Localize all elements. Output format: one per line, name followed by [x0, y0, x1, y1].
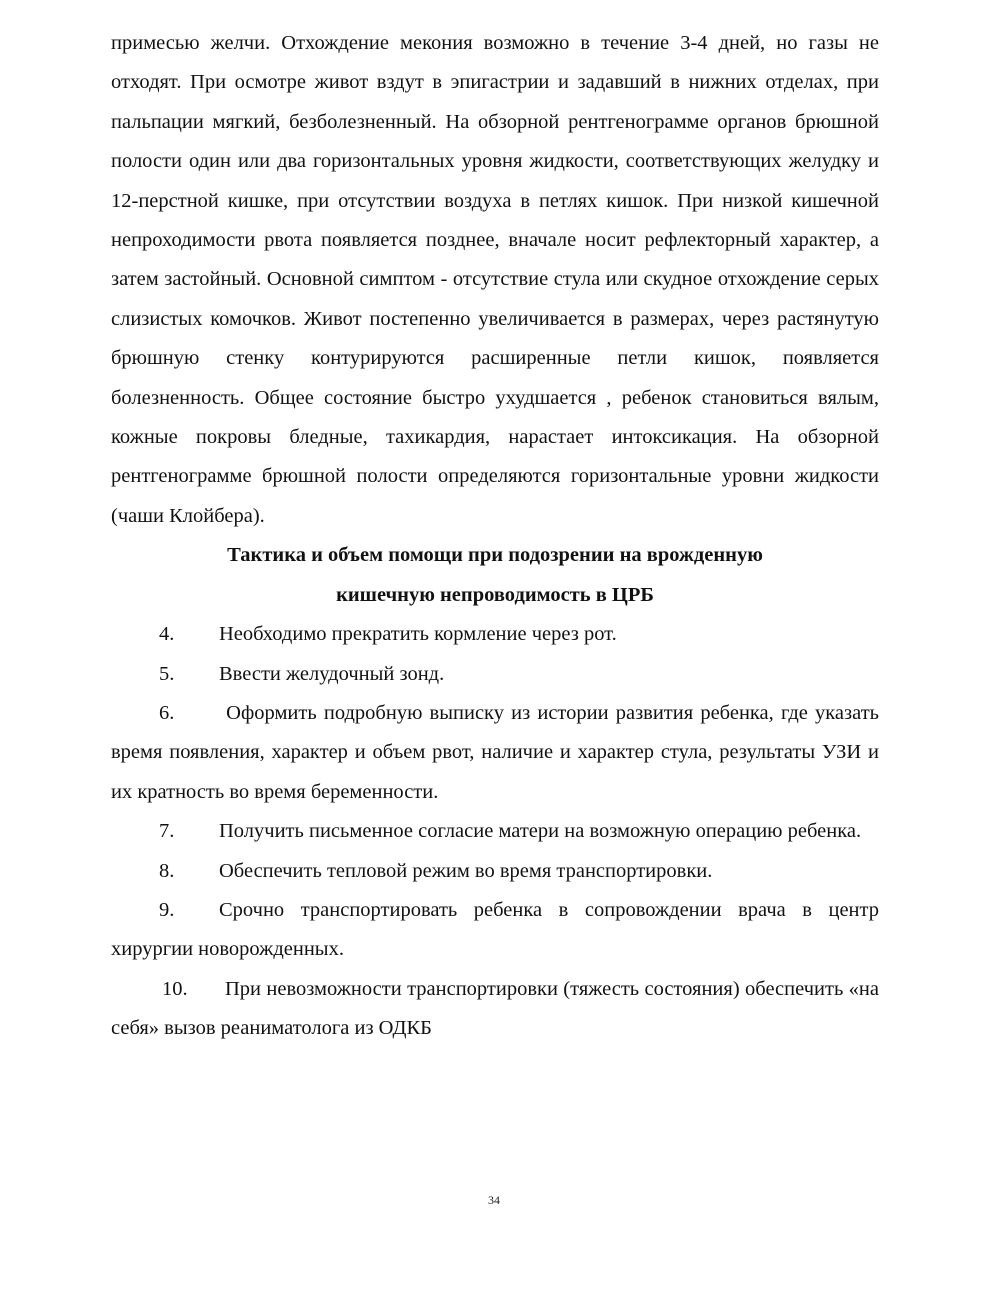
- list-item-text: Необходимо прекратить кормление через рот.: [219, 623, 617, 646]
- list-item: [111, 891, 879, 970]
- list-item-number: 4.: [159, 623, 175, 646]
- list-item: [111, 852, 879, 891]
- list-item-number: 9.: [159, 898, 175, 921]
- list-item: [111, 615, 879, 654]
- list-item-text: Срочно транспортировать ребенка в сопровождении врача в центр хирургии новорожденных.: [111, 898, 879, 961]
- list-item-text: Обеспечить тепловой режим во время транспортировки.: [219, 859, 713, 882]
- list-item: [111, 655, 879, 694]
- page-number: 34: [488, 1193, 500, 1207]
- section-heading-line-2: кишечную непроводимость в ЦРБ: [336, 583, 654, 606]
- list-item: [111, 970, 879, 1049]
- section-heading: [111, 536, 879, 615]
- list-item-number: 5.: [159, 662, 175, 685]
- list-item-text: Ввести желудочный зонд.: [219, 662, 445, 685]
- list-item-number: 7.: [159, 820, 175, 843]
- list-item-number: 6.: [159, 701, 175, 724]
- section-heading-line-1: Тактика и объем помощи при подозрении на врожденную: [227, 544, 763, 567]
- list-item-text: При невозможности транспортировки (тяжесть состояния) обеспечить «на себя» вызов реаниматолога из ОДКБ: [111, 977, 879, 1040]
- list-item-text: Получить письменное согласие матери на возможную операцию ребенка.: [219, 820, 862, 843]
- list-item: [111, 694, 885, 812]
- list-item-number: 10.: [162, 977, 188, 1000]
- list-item-number: 8.: [159, 859, 175, 882]
- list-item: [111, 812, 879, 851]
- body-paragraph: примесью желчи. Отхождение мекония возможно в течение 3-4 дней, но газы не отходят. При осмотре живот вздут в эпигастрии и задавший в нижних отделах, при пальпации мягкий, безболезненный. На обзорной рентгенограмме органов брюшной полости один или два горизонтальных уровня жидкости, соответствующих желудку и 12-перстной кишке, при отсутствии воздуха в петлях кишок. При низкой кишечной непроходимости рвота появляется позднее, вначале носит рефлекторный характер, а затем застойный. Основной симптом - отсутствие стула или скудное отхождение серых слизистых комочков. Живот постепенно увеличивается в размерах, через растянутую брюшную стенку контурируются расширенные петли кишок, появляется болезненность. Общее состояние быстро ухудшается , ребенок становиться вялым, кожные покровы бледные, тахикардия, нарастает интоксикация. На обзорной рентгенограмме брюшной полости определяются горизонтальные уровни жидкости (чаши Клойбера).: [111, 32, 879, 527]
- document-page: [111, 24, 885, 1049]
- list-item-text: Оформить подробную выписку из истории развития ребенка, где указать время появления, характер и объем рвот, наличие и характер стула, результаты УЗИ и их кратность во время беременности.: [111, 701, 885, 803]
